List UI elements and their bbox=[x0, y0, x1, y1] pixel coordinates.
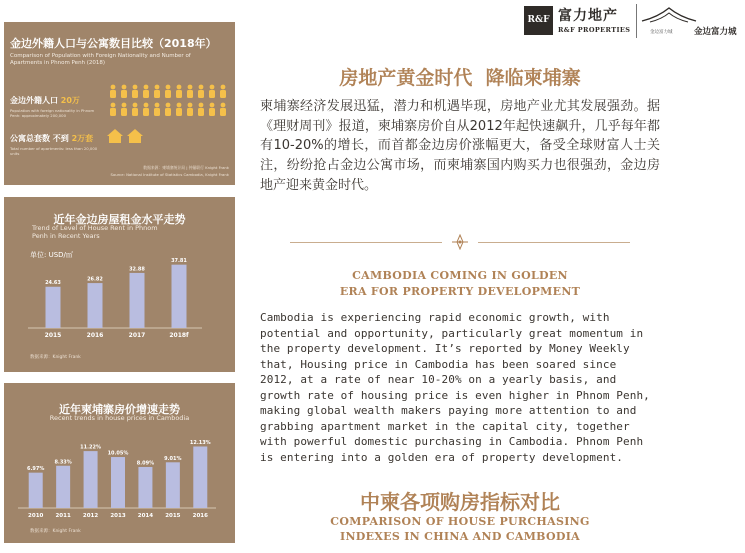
category-label-2018f: 2018f bbox=[169, 332, 189, 339]
value-label-2016: 12.13% bbox=[189, 439, 211, 446]
bar-2013 bbox=[111, 457, 125, 508]
person-icon bbox=[220, 85, 226, 98]
panel1-source-en: Source: National Institute of Statistics Cambodia, Knight Frank bbox=[110, 172, 229, 177]
rent-unit-label: 单位: USD/㎡ bbox=[30, 251, 73, 259]
person-icon bbox=[187, 85, 193, 98]
population-note: Population with foreign nationality in Phnom Penh: approximately 200,000 bbox=[10, 108, 95, 118]
article-body-cn: 柬埔寨经济发展迅猛，潜力和机遇毕现，房地产业尤其发展强劲。据《理财周刊》报道，柬埔寨房价自从2012年起快速飙升，几乎每年都有10-20%的增长，而首都金边房价涨幅更大，备受全球财富人士关注，纷纷抢占金边公寓市场，而柬埔寨国内购买力也很强劲，金边房地产迎来黄金时代。 bbox=[260, 99, 660, 193]
person-icon bbox=[176, 85, 182, 98]
house-icon bbox=[107, 129, 123, 143]
value-label-2013: 10.05% bbox=[107, 450, 129, 457]
person-icon bbox=[220, 103, 226, 116]
category-label-2011: 2011 bbox=[55, 513, 71, 519]
value-label-2015: 9.01% bbox=[164, 455, 182, 462]
comparison-heading-cn: 中柬各项购房指标对比 bbox=[360, 490, 560, 514]
category-label-2016: 2016 bbox=[86, 332, 104, 339]
bar-2017 bbox=[130, 273, 145, 328]
bar-2015 bbox=[166, 462, 180, 508]
jb-brand-small: 金边富力城 bbox=[650, 30, 673, 35]
panel2-source: 数据来源：Knight Frank bbox=[30, 355, 81, 360]
panel2-subtitle-line2: Penh in Recent Years bbox=[32, 232, 100, 240]
article-heading-cn: 房地产黄金时代 降临柬埔寨 bbox=[339, 67, 581, 89]
brand-divider bbox=[636, 4, 637, 38]
value-label-2018f: 37.81 bbox=[171, 258, 187, 265]
bar-2016 bbox=[193, 446, 207, 508]
panel1-source: 数据来源：柬埔寨统计局 | 仲量联行 Knight Frank bbox=[143, 165, 229, 170]
population-label: 金边外籍人口 20万 bbox=[10, 96, 80, 105]
category-label-2016: 2016 bbox=[192, 513, 208, 519]
panel2-title: 近年金边房屋租金水平走势 bbox=[53, 213, 186, 226]
person-icon bbox=[165, 103, 171, 116]
person-icon bbox=[198, 85, 204, 98]
panel2-subtitle-line1: Trend of Level of House Rent in Phnom bbox=[32, 224, 158, 232]
price-growth-bar-chart bbox=[4, 427, 235, 527]
category-label-2017: 2017 bbox=[128, 332, 146, 339]
brand-name-cn: 富力地产 bbox=[558, 8, 618, 24]
panel1-title: 金边外籍人口与公寓数目比较（2018年） bbox=[10, 37, 217, 50]
panel3-subtitle: Recent trends in house prices in Cambodia bbox=[49, 414, 190, 422]
people-icon-grid bbox=[106, 82, 231, 118]
value-label-2011: 8.33% bbox=[54, 459, 72, 466]
price-growth-panel bbox=[4, 383, 235, 543]
person-icon bbox=[165, 85, 171, 98]
person-icon bbox=[132, 103, 138, 116]
comparison-heading-en-line1: COMPARISON OF HOUSE PURCHASING bbox=[330, 515, 590, 528]
category-label-2012: 2012 bbox=[82, 513, 99, 519]
value-label-2014: 8.09% bbox=[136, 460, 155, 467]
category-label-2010: 2010 bbox=[28, 513, 44, 519]
category-label-2013: 2013 bbox=[110, 513, 126, 519]
bar-2011 bbox=[56, 466, 70, 508]
person-icon bbox=[143, 103, 149, 116]
apartment-note: Total number of apartments: less than 20,000 units bbox=[10, 146, 98, 156]
foreign-population-panel bbox=[4, 22, 235, 185]
bar-2018f bbox=[172, 265, 187, 328]
article-heading-en-line1: CAMBODIA COMING IN GOLDEN bbox=[352, 269, 568, 282]
person-icon bbox=[121, 103, 127, 116]
person-icon bbox=[110, 85, 116, 98]
person-icon bbox=[187, 103, 193, 116]
bar-2010 bbox=[29, 473, 43, 508]
flourish-icon bbox=[450, 234, 470, 250]
value-label-2010: 6.97% bbox=[27, 466, 45, 473]
bar-2016 bbox=[88, 283, 103, 328]
house-icon-pair bbox=[106, 128, 146, 144]
category-label-2015: 2015 bbox=[44, 332, 62, 339]
bar-2014 bbox=[138, 467, 152, 508]
article-body-en: Cambodia is experiencing rapid economic growth, with potential and opportunity, particularly great momentum in the property development. It’s reported by Money Weekly that, Housing price in Cambodia has been soared since 2012, at a rate of near 10-20% on a yearly basis, and growth rate of housing price is even higher in Phnom Penh, making global wealth makers paying more attention to and grabbing apartment market in the capital city, together with powerful domestic purchasing in Cambodia. Phnom Penh is entering into a golden era of property development. bbox=[260, 311, 650, 464]
person-icon bbox=[198, 103, 204, 116]
value-label-2016: 26.82 bbox=[87, 276, 103, 283]
person-icon bbox=[176, 103, 182, 116]
ornament-divider bbox=[260, 234, 660, 250]
person-icon bbox=[121, 85, 127, 98]
person-icon bbox=[143, 85, 149, 98]
category-label-2015: 2015 bbox=[165, 513, 181, 519]
article-heading-en-line2: ERA FOR PROPERTY DEVELOPMENT bbox=[339, 285, 581, 298]
bar-2015 bbox=[46, 287, 61, 328]
person-icon bbox=[209, 103, 215, 116]
rent-trend-panel bbox=[4, 197, 235, 372]
person-icon bbox=[154, 103, 160, 116]
pagoda-roof-icon bbox=[640, 5, 698, 27]
comparison-heading-en-line2: INDEXES IN CHINA AND CAMBODIA bbox=[340, 530, 580, 543]
bar-2012 bbox=[84, 451, 98, 508]
rent-bar-chart bbox=[4, 247, 235, 362]
person-icon bbox=[110, 103, 116, 116]
person-icon bbox=[154, 85, 160, 98]
panel3-source: 数据来源：Knight Frank bbox=[30, 529, 81, 534]
brand-name-en: R&F PROPERTIES bbox=[558, 26, 631, 34]
category-label-2014: 2014 bbox=[137, 513, 154, 519]
panel3-title: 近年柬埔寨房价增速走势 bbox=[59, 403, 180, 416]
value-label-2017: 32.88 bbox=[129, 266, 145, 273]
person-icon bbox=[209, 85, 215, 98]
jb-brand: 金边富力城 bbox=[694, 27, 737, 37]
panel1-subtitle: Comparison of Population with Foreign Nationality and Number of Apartments in Phnom Penh (2018) bbox=[10, 53, 191, 66]
value-label-2012: 11.22% bbox=[80, 444, 101, 451]
person-icon bbox=[132, 85, 138, 98]
rf-logo-mark: R&F bbox=[524, 6, 553, 35]
value-label-2015: 24.63 bbox=[45, 280, 61, 287]
apartment-label: 公寓总套数 不到 2万套 bbox=[10, 134, 94, 143]
brand-header bbox=[524, 4, 745, 40]
house-icon bbox=[127, 129, 143, 143]
